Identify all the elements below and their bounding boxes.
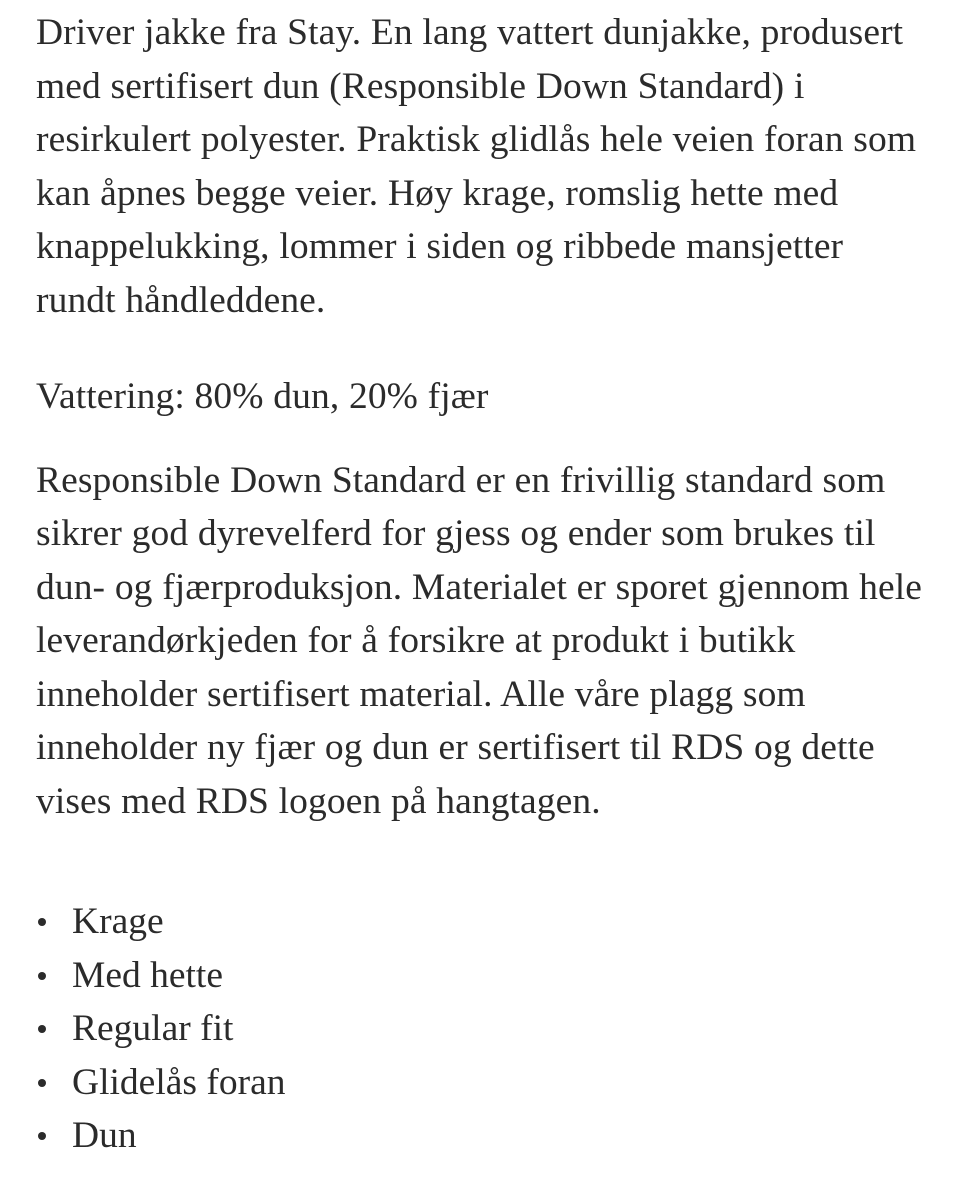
list-item: [36, 1002, 928, 1056]
product-intro-paragraph: Driver jakke fra Stay. En lang vattert dunjakke, produsert med sertifisert dun (Responsible Down Standard) i resirkulert polyester. Praktisk glidlås hele veien foran som kan åpnes begge veier. Høy krage, romslig hette med knappelukking, lommer i siden og ribbede mansjetter rundt håndleddene.: [36, 12, 917, 321]
bullet-point-icon: [38, 1132, 46, 1140]
bullet-point-icon: [38, 1025, 46, 1033]
description-content: [36, 0, 928, 1163]
bullet-point-icon: [38, 918, 46, 926]
feature-label: Krage: [72, 901, 164, 942]
responsible-down-standard-paragraph: Responsible Down Standard er en frivillig standard som sikrer god dyrevelferd for gjess og ender som brukes til dun- og fjærproduksjon. Materialet er sporet gjennom hele leverandørkjeden for å forsikre at produkt i butikk inneholder sertifisert material. Alle våre plagg som inneholder ny fjær og dun er sertifisert til RDS og dette vises med RDS logoen på hangtagen.: [36, 459, 923, 822]
feature-label: Regular fit: [72, 1008, 234, 1049]
product-features-list: [36, 895, 928, 1163]
list-item: [36, 895, 928, 949]
bullet-point-icon: [38, 972, 46, 980]
fill-composition-line: Vattering: 80% dun, 20% fjær: [36, 376, 489, 417]
bullet-point-icon: [38, 1079, 46, 1087]
feature-label: Glidelås foran: [72, 1061, 286, 1103]
list-item: [36, 949, 928, 1003]
list-item: [36, 1109, 928, 1163]
feature-label: Med hette: [72, 954, 223, 996]
feature-label: Dun: [72, 1115, 137, 1156]
list-item: [36, 1056, 928, 1110]
